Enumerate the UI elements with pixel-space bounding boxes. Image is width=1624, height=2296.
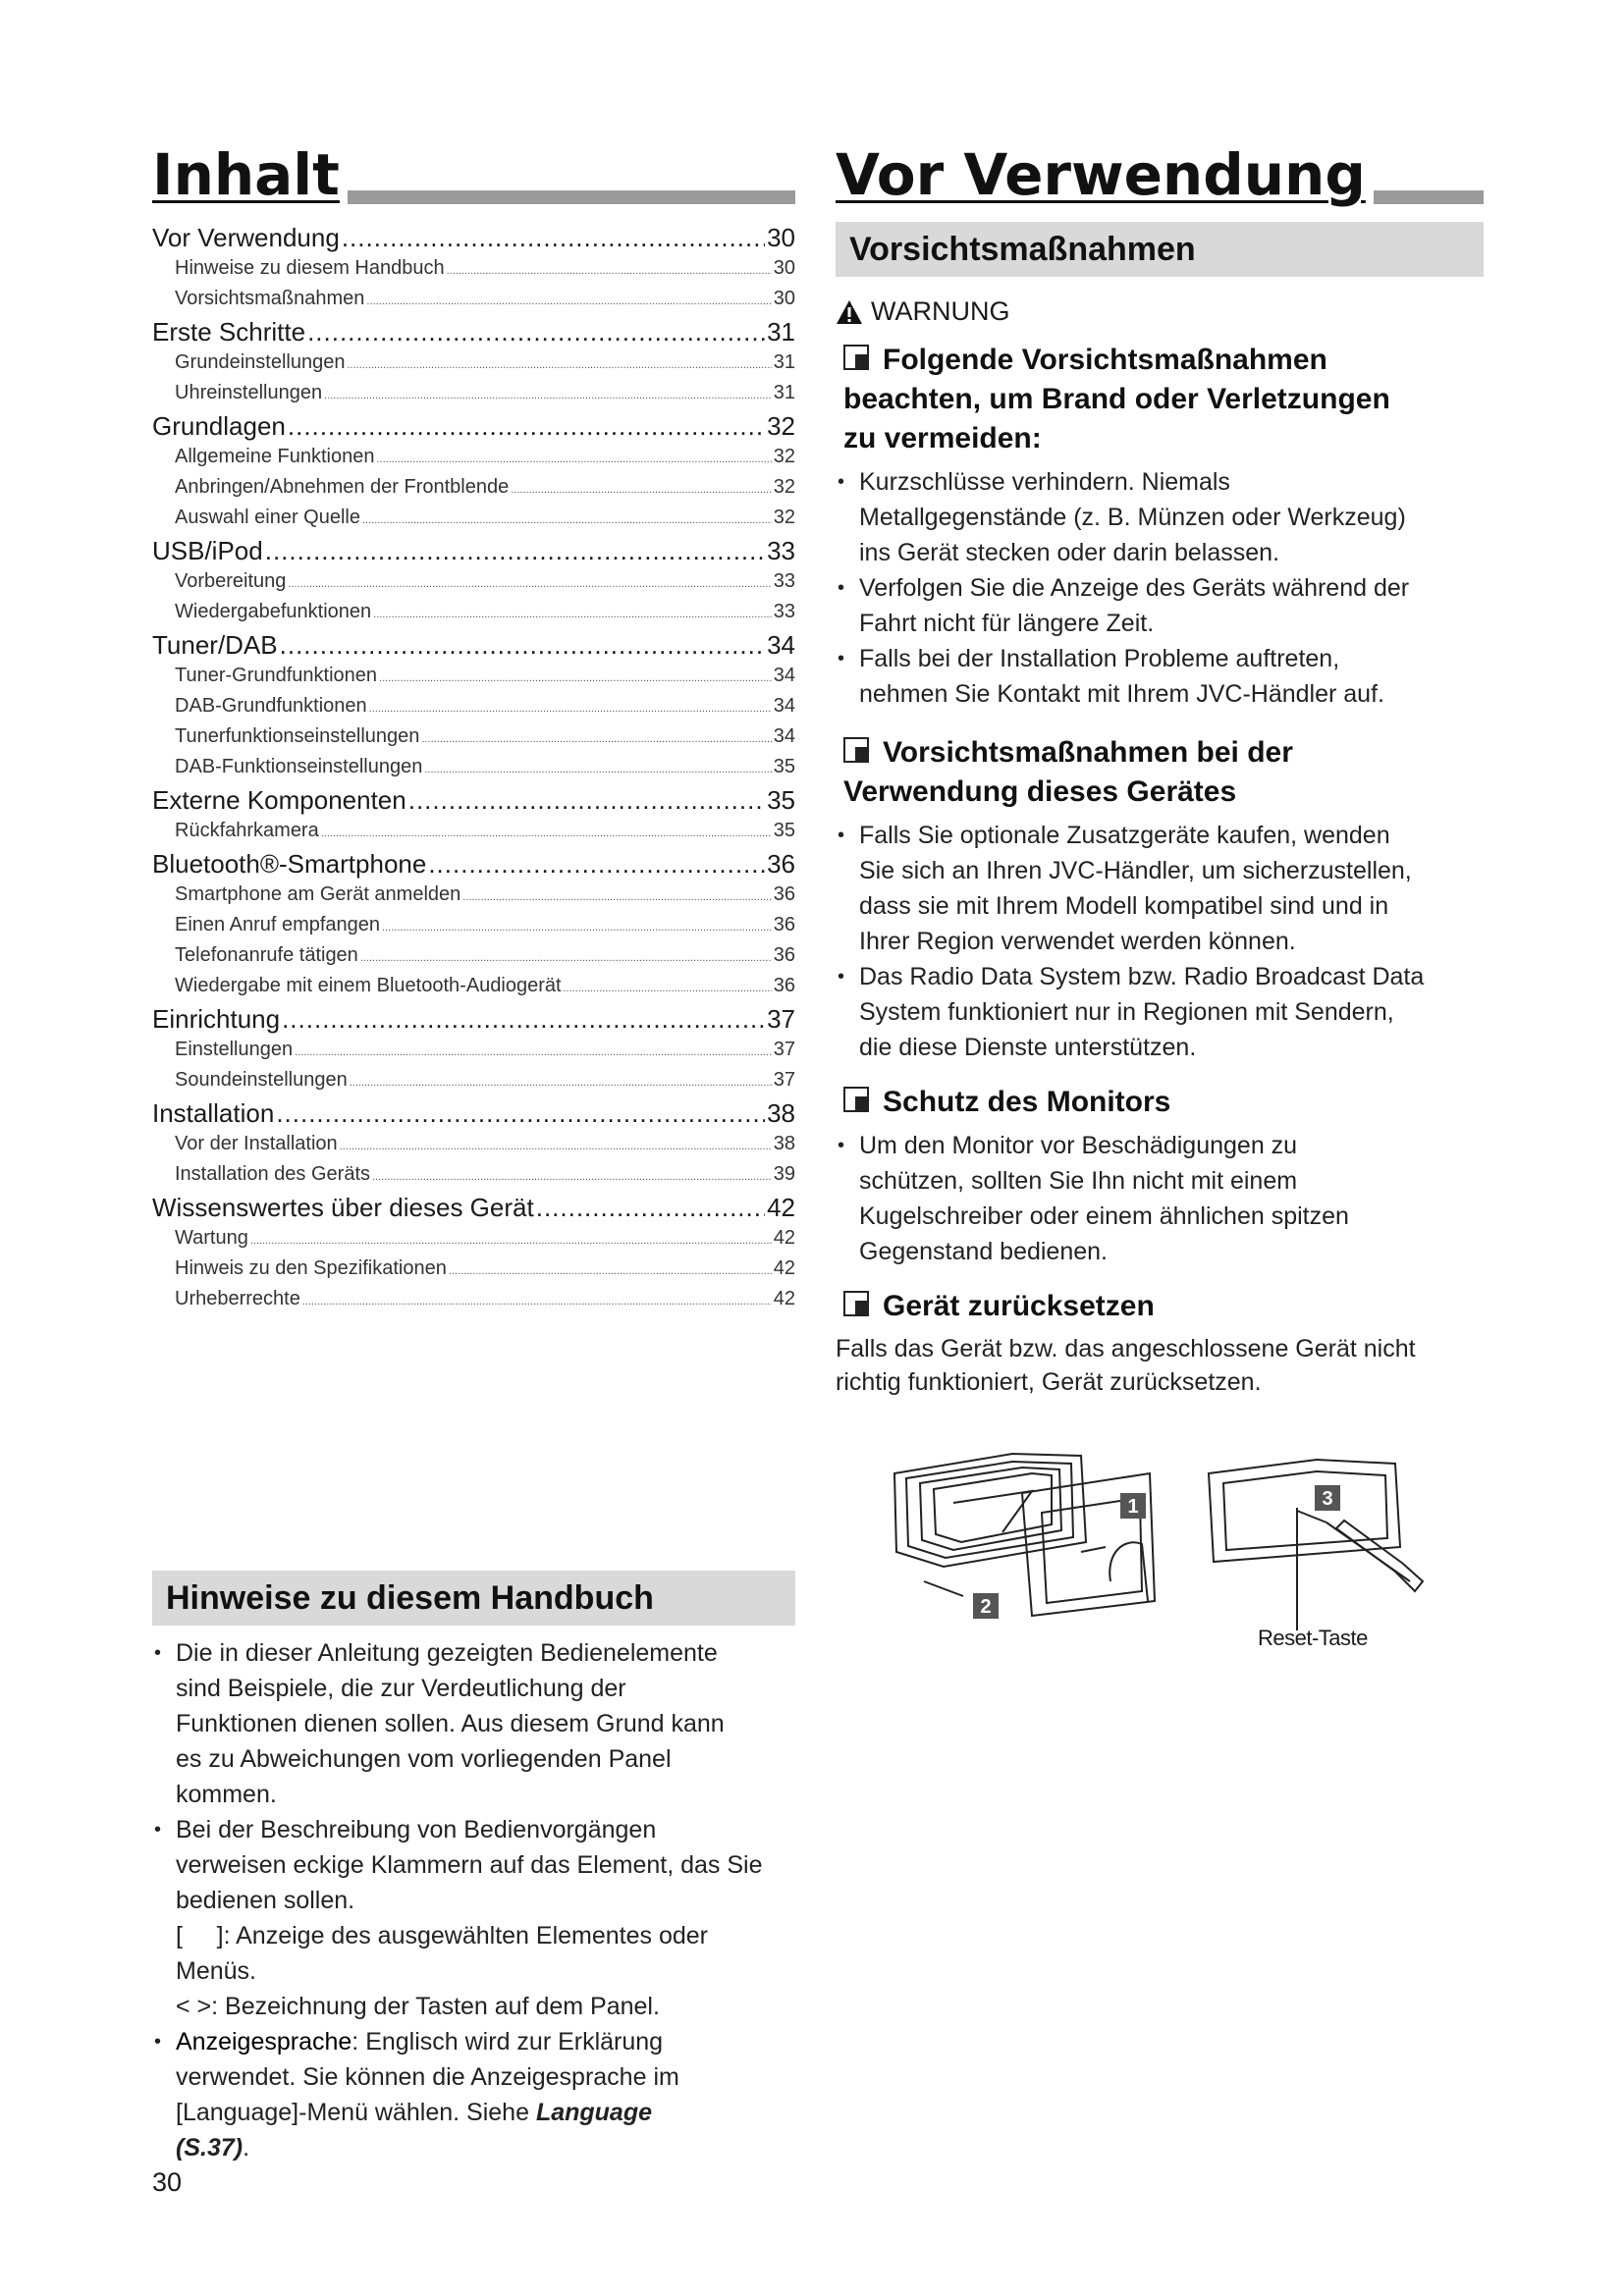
toc-leader <box>536 1192 765 1223</box>
step-3-label: 3 <box>1322 1488 1333 1510</box>
toc-section[interactable] <box>152 503 795 533</box>
toc-page-number: 35 <box>773 756 795 777</box>
handbook-bullet-2: • Bei der Beschreibung von Bedienvorgängen verweisen eckige Klammern auf das Element, das Sie bedienen sollen. [ ]: Anzeige des ausgewählten Elementes oder Menüs. < >: Bezeichnung der Tasten auf dem Panel. <box>152 1812 795 2024</box>
toc-section-label: Allgemeine Funktionen <box>175 446 375 467</box>
toc-leader <box>424 752 771 785</box>
fire-injury-bullets <box>836 464 1484 712</box>
page-number: 30 <box>152 2167 183 2197</box>
toc-section-label: Einen Anruf empfangen <box>175 914 381 935</box>
toc-section[interactable] <box>152 880 795 910</box>
toc-chapter[interactable] <box>152 629 795 661</box>
toc-section[interactable] <box>152 816 795 846</box>
toc-section[interactable] <box>152 691 795 721</box>
toc-page-number: 36 <box>773 975 795 996</box>
toc-page-number: 34 <box>773 695 795 717</box>
right-column <box>836 137 1484 1651</box>
toc-section-label: DAB-Grundfunktionen <box>175 695 367 717</box>
toc-chapter[interactable] <box>152 316 795 347</box>
toc-section-label: Hinweise zu diesem Handbuch <box>175 257 445 279</box>
toc-leader <box>350 1065 772 1098</box>
toc-page-number: 38 <box>767 1098 795 1128</box>
toc-leader <box>369 691 772 724</box>
toc-chapter[interactable] <box>152 784 795 816</box>
toc-page-number: 30 <box>773 257 795 279</box>
toc-leader <box>288 566 771 600</box>
toc-section[interactable] <box>152 597 795 627</box>
step-1-label: 1 <box>1127 1496 1139 1518</box>
list-item: • Das Radio Data System bzw. Radio Broadcast Data System funktioniert nur in Regionen mit Sendern, die diese Dienste unterstützen. <box>836 959 1484 1065</box>
reset-heading: Gerät zurücksetzen <box>843 1287 1484 1326</box>
toc-section[interactable] <box>152 1254 795 1284</box>
toc-chapter-label: Einrichtung <box>152 1004 281 1034</box>
section-title: Vor Verwendung <box>836 139 1374 210</box>
toc-page-number: 34 <box>773 725 795 747</box>
toc-leader <box>288 410 765 442</box>
toc-chapter-label: USB/iPod <box>152 536 263 565</box>
toc-leader <box>347 347 771 381</box>
toc-chapter-label: Erste Schritte <box>152 317 306 347</box>
toc-leader <box>295 1035 772 1068</box>
reset-text: Falls das Gerät bzw. das angeschlossene Gerät nicht richtig funktioniert, Gerät zurücksetzen. <box>836 1335 1416 1396</box>
toc-section[interactable] <box>152 1035 795 1065</box>
toc-section[interactable] <box>152 347 795 378</box>
toc-section[interactable] <box>152 752 795 782</box>
toc-section-label: Uhreinstellungen <box>175 382 323 403</box>
toc-leader <box>321 816 772 849</box>
display-language-term: Anzeigesprache <box>176 2028 352 2056</box>
toc-section-label: Hinweis zu den Spezifikationen <box>175 1257 447 1279</box>
toc-leader <box>282 1003 765 1035</box>
toc-section[interactable] <box>152 910 795 940</box>
toc-leader <box>449 1254 772 1287</box>
monitor-protection-bullets <box>836 1128 1484 1269</box>
toc-leader <box>372 1159 772 1193</box>
toc-section[interactable] <box>152 940 795 971</box>
toc-page-number: 35 <box>767 785 795 815</box>
table-of-contents <box>152 222 795 1314</box>
toc-page-number: 37 <box>773 1039 795 1060</box>
toc-section[interactable] <box>152 284 795 314</box>
section-square-icon <box>843 345 869 370</box>
toc-section-label: Rückfahrkamera <box>175 820 319 841</box>
toc-page-number: 42 <box>773 1257 795 1279</box>
toc-section-label: Urheberrechte <box>175 1288 300 1309</box>
toc-page-number: 37 <box>767 1004 795 1034</box>
toc-leader <box>382 910 772 943</box>
list-item: • Um den Monitor vor Beschädigungen zu schützen, sollten Sie Ihn nicht mit einem Kugelschreiber oder einem ähnlichen spitzen Gegenstand bedienen. <box>836 1128 1484 1269</box>
toc-page-number: 36 <box>767 849 795 879</box>
toc-section[interactable] <box>152 442 795 472</box>
toc-chapter[interactable] <box>152 410 795 442</box>
toc-page-number: 33 <box>773 570 795 592</box>
toc-leader <box>428 848 765 880</box>
step-2-label: 2 <box>980 1596 992 1618</box>
toc-chapter-label: Vor Verwendung <box>152 223 340 252</box>
handbook-section <box>152 1571 795 2165</box>
toc-page-number: 33 <box>773 601 795 622</box>
toc-section-label: Vor der Installation <box>175 1133 338 1154</box>
toc-title: Inhalt <box>152 139 348 210</box>
toc-section[interactable] <box>152 1159 795 1190</box>
toc-leader <box>376 442 771 475</box>
toc-leader <box>324 378 772 411</box>
toc-leader <box>511 472 772 506</box>
toc-leader <box>462 880 771 913</box>
toc-page-number: 35 <box>773 820 795 841</box>
list-item: • Falls Sie optionale Zusatzgeräte kaufen, wenden Sie sich an Ihren JVC-Händler, um sicherzustellen, dass sie mit Ihrem Modell kompatibel sind und in Ihrer Region verwendet werden können. <box>836 818 1484 959</box>
toc-page-number: 32 <box>773 507 795 528</box>
toc-page-number: 42 <box>773 1288 795 1309</box>
reset-illustration <box>885 1434 1435 1630</box>
toc-page-number: 30 <box>767 223 795 252</box>
toc-leader <box>360 940 772 974</box>
toc-section[interactable] <box>152 253 795 284</box>
toc-section-label: Tuner-Grundfunktionen <box>175 665 378 686</box>
left-column <box>152 137 795 2162</box>
toc-chapter[interactable] <box>152 1192 795 1223</box>
toc-section[interactable] <box>152 661 795 691</box>
toc-section[interactable] <box>152 472 795 503</box>
toc-page-number: 34 <box>767 630 795 660</box>
toc-section-label: Wiedergabefunktionen <box>175 601 372 622</box>
toc-page-number: 36 <box>773 883 795 905</box>
toc-chapter-label: Wissenswertes über dieses Gerät <box>152 1193 534 1222</box>
toc-page-number: 36 <box>773 944 795 966</box>
toc-leader <box>340 1129 772 1162</box>
toc-leader <box>342 222 765 253</box>
language-link[interactable]: Language <box>535 2099 653 2126</box>
toc-page-number: 32 <box>767 411 795 441</box>
toc-section-label: Wartung <box>175 1227 248 1249</box>
toc-title-block <box>152 137 795 208</box>
toc-leader <box>373 597 772 630</box>
toc-page-number: 31 <box>767 317 795 347</box>
toc-section-label: Smartphone am Gerät anmelden <box>175 883 461 905</box>
handbook-bullet-1: • Die in dieser Anleitung gezeigten Bedienelemente sind Beispiele, die zur Verdeutlichung der Funktionen dienen sollen. Aus diesem Grund kann es zu Abweichungen vom vorliegenden Panel kommen. <box>152 1635 795 1812</box>
toc-chapter-label: Externe Komponenten <box>152 785 406 815</box>
toc-section-label: Soundeinstellungen <box>175 1069 348 1091</box>
warning-label: WARNUNG <box>871 296 1010 326</box>
toc-chapter-label: Grundlagen <box>152 411 286 441</box>
usage-precautions-heading: Vorsichtsmaßnahmen bei der Verwendung dieses Gerätes <box>843 736 1293 808</box>
toc-chapter-label: Installation <box>152 1098 275 1128</box>
section-square-icon <box>843 737 869 763</box>
handbook-heading: Hinweise zu diesem Handbuch <box>152 1571 795 1626</box>
list-item: • Falls bei der Installation Probleme auftreten, nehmen Sie Kontakt mit Ihrem JVC-Händler auf. <box>836 641 1484 712</box>
toc-page-number: 30 <box>773 288 795 309</box>
handbook-bullets <box>152 1635 795 2165</box>
toc-section[interactable] <box>152 378 795 408</box>
toc-leader <box>564 971 772 1004</box>
toc-chapter[interactable] <box>152 535 795 566</box>
toc-page-number: 31 <box>773 382 795 403</box>
section-title-block <box>836 137 1484 208</box>
precautions-heading: Vorsichtsmaßnahmen <box>836 222 1484 277</box>
toc-section[interactable] <box>152 1129 795 1159</box>
toc-leader <box>276 1097 765 1129</box>
list-item: • Kurzschlüsse verhindern. Niemals Metallgegenstände (z. B. Münzen oder Werkzeug) ins Gerät stecken oder darin belassen. <box>836 464 1484 570</box>
toc-section-label: Grundeinstellungen <box>175 351 346 373</box>
toc-page-number: 39 <box>773 1163 795 1185</box>
toc-chapter-label: Bluetooth®-Smartphone <box>152 849 427 879</box>
toc-chapter[interactable] <box>152 848 795 880</box>
toc-leader <box>366 284 771 317</box>
toc-leader <box>265 535 765 566</box>
toc-section[interactable] <box>152 1284 795 1314</box>
toc-section-label: Anbringen/Abnehmen der Frontblende <box>175 476 510 498</box>
warning-line <box>836 296 1484 327</box>
reset-button-caption: Reset-Taste <box>1258 1626 1368 1650</box>
toc-section[interactable] <box>152 566 795 597</box>
toc-page-number: 32 <box>773 446 795 467</box>
toc-section-label: Einstellungen <box>175 1039 294 1060</box>
toc-leader <box>302 1284 772 1317</box>
monitor-protection-heading: Schutz des Monitors <box>843 1083 1484 1122</box>
toc-section-label: DAB-Funktionseinstellungen <box>175 756 423 777</box>
toc-page-number: 37 <box>773 1069 795 1091</box>
toc-leader <box>379 661 772 694</box>
toc-section-label: Installation des Geräts <box>175 1163 370 1185</box>
toc-section-label: Vorbereitung <box>175 570 287 592</box>
toc-section[interactable] <box>152 971 795 1001</box>
toc-leader <box>307 316 765 347</box>
toc-leader <box>280 629 765 661</box>
toc-page-number: 38 <box>773 1133 795 1154</box>
toc-page-number: 42 <box>773 1227 795 1249</box>
toc-section-label: Telefonanrufe tätigen <box>175 944 358 966</box>
toc-leader <box>362 503 772 536</box>
toc-chapter[interactable] <box>152 1003 795 1035</box>
toc-leader <box>408 784 765 816</box>
page-reference-link[interactable]: (S.37) <box>176 2134 244 2162</box>
toc-leader <box>447 253 772 287</box>
toc-section-label: Vorsichtsmaßnahmen <box>175 288 365 309</box>
toc-section-label: Tunerfunktionseinstellungen <box>175 725 420 747</box>
toc-chapter-label: Tuner/DAB <box>152 630 278 660</box>
toc-page-number: 33 <box>767 536 795 565</box>
toc-page-number: 32 <box>773 476 795 498</box>
toc-page-number: 36 <box>773 914 795 935</box>
list-item: • Verfolgen Sie die Anzeige des Geräts während der Fahrt nicht für längere Zeit. <box>836 570 1484 641</box>
section-square-icon <box>843 1087 869 1112</box>
fire-injury-heading: Folgende Vorsichtsmaßnahmen beachten, um Brand oder Verletzungen zu vermeiden: <box>843 344 1390 454</box>
toc-leader <box>250 1223 772 1256</box>
toc-page-number: 34 <box>773 665 795 686</box>
toc-chapter[interactable] <box>152 222 795 253</box>
toc-section-label: Auswahl einer Quelle <box>175 507 360 528</box>
toc-section-label: Wiedergabe mit einem Bluetooth-Audiogerät <box>175 975 562 996</box>
warning-triangle-icon <box>836 299 863 325</box>
toc-page-number: 42 <box>767 1193 795 1222</box>
toc-page-number: 31 <box>773 351 795 373</box>
usage-precautions-bullets <box>836 818 1484 1065</box>
toc-leader <box>421 721 771 755</box>
section-square-icon <box>843 1291 869 1316</box>
toc-chapter[interactable] <box>152 1097 795 1129</box>
toc-section[interactable] <box>152 1065 795 1095</box>
handbook-bullet-3: • Anzeigesprache: Englisch wird zur Erklärung verwendet. Sie können die Anzeigesprache im [Language]-Menü wählen. Siehe Language (S.37). <box>152 2024 795 2165</box>
toc-section[interactable] <box>152 1223 795 1254</box>
toc-section[interactable] <box>152 721 795 752</box>
